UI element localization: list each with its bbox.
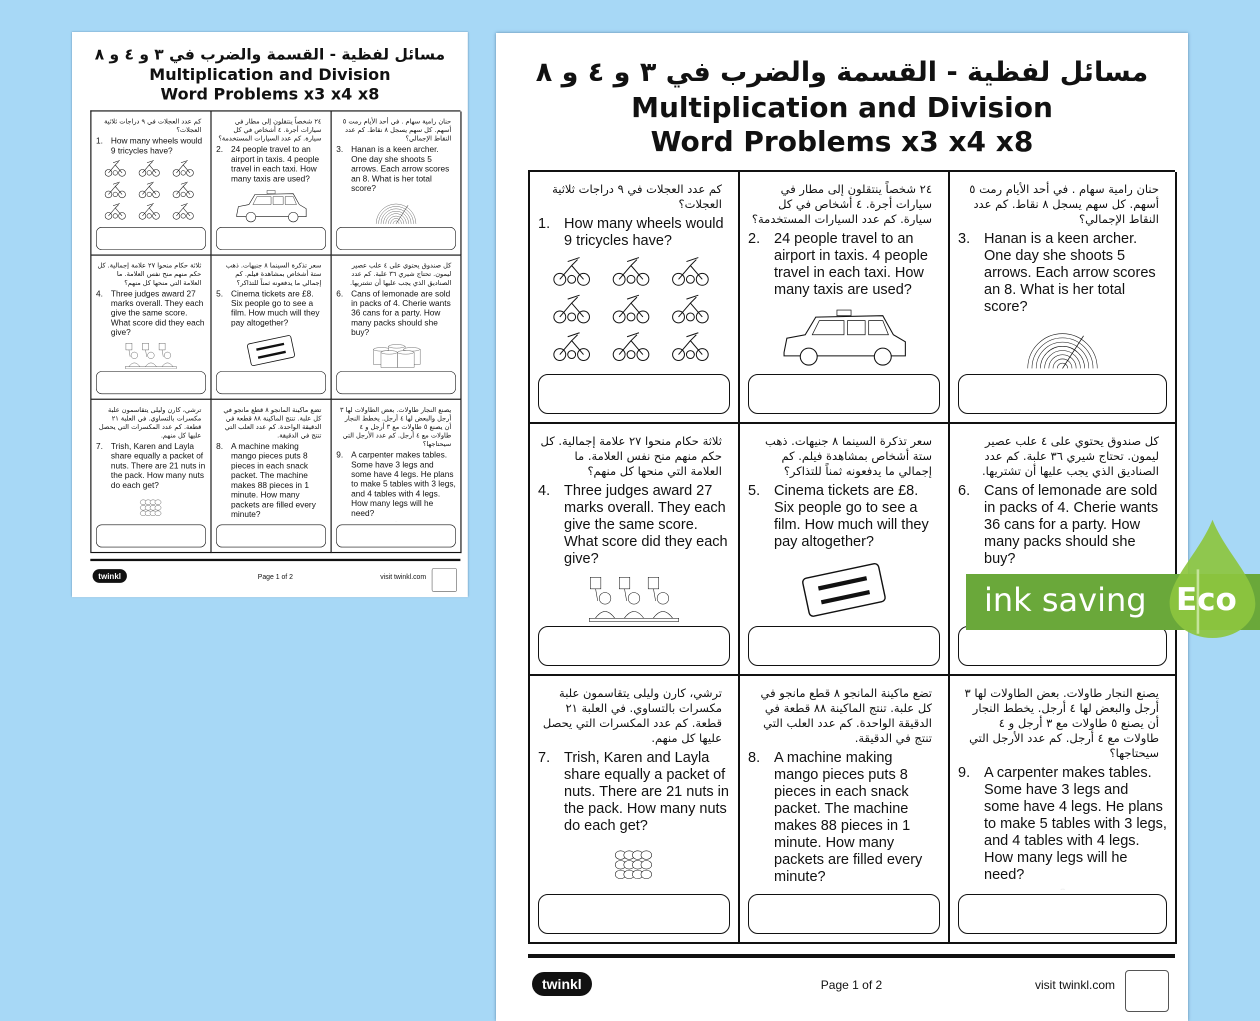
problem-arabic: ٢٤ شخصاً ينتقلون إلى مطار في سيارات أجرة. ٤ أشخاص في كل سيارة. كم عدد السيارات المستخدمة؟ — [218, 117, 322, 143]
problem-cell-5 — [212, 256, 332, 400]
answer-box[interactable] — [958, 374, 1167, 414]
problem-question — [530, 746, 738, 835]
problem-question — [332, 287, 461, 338]
problem-number: 1. — [538, 216, 551, 232]
page-number: Page 1 of 2 — [257, 572, 293, 581]
title-arabic: مسائل لفظية - القسمة والضرب في ٣ و ٤ و ٨ — [94, 45, 446, 64]
problem-arabic: تضع ماكينة المانجو ٨ قطع مانجو في كل علبة. تنتج الماكينة ٨٨ قطعة في الدقيقة الواحدة. كم عدد العلب التي تنتج في الدقيقة. — [223, 405, 322, 440]
answer-box[interactable] — [96, 524, 206, 547]
title-line-2: Word Problems x3 x4 x8 — [650, 125, 1034, 158]
problem-number: 2. — [748, 231, 761, 247]
problem-text: 24 people travel to an airport in taxis. 4 people travel in each taxi. How many taxis are used? — [774, 231, 928, 298]
answer-box[interactable] — [216, 524, 326, 547]
problem-number: 8. — [216, 442, 224, 452]
answer-box[interactable] — [336, 227, 456, 250]
problem-number: 4. — [538, 483, 551, 499]
problem-text: How many wheels would 9 tricycles have? — [564, 216, 724, 249]
twinkl-badge-icon — [432, 568, 457, 592]
visit-link: visit twinkl.com — [380, 572, 427, 581]
problem-question — [740, 746, 948, 886]
page-body — [90, 110, 460, 595]
problem-arabic: حنان رامية سهام . في أحد الأيام رمت ٥ أسهم. كل سهم يسجل ٨ نقاط. كم عدد النقاط الإجمالي؟ — [969, 182, 1159, 226]
problem-question — [332, 448, 461, 518]
preview-page-thumbnail[interactable] — [72, 32, 468, 597]
problem-text: Cinema tickets are £8. Six people go to see a film. How much will they pay altogether? — [231, 289, 320, 328]
cans-illustration-icon — [337, 340, 454, 369]
taxi-illustration-icon — [750, 303, 938, 370]
judges-illustration-icon — [540, 572, 728, 622]
problem-arabic: تضع ماكينة المانجو ٨ قطع مانجو في كل علبة. تنتج الماكينة ٨٨ قطعة في الدقيقة الواحدة. كم عدد العلب التي تنتج في الدقيقة. — [760, 686, 932, 745]
problem-cell-2 — [740, 172, 950, 424]
answer-box[interactable] — [336, 524, 456, 547]
problem-number: 9. — [336, 450, 344, 460]
problem-question — [950, 761, 1175, 884]
problem-text: Three judges award 27 marks overall. They each give the same score. What score did they each give? — [110, 289, 205, 338]
problem-number: 5. — [216, 289, 224, 299]
title-arabic: مسائل لفظية - القسمة والضرب في ٣ و ٤ و ٨ — [535, 57, 1149, 88]
judges-illustration-icon — [97, 340, 205, 369]
problem-text: Cans of lemonade are sold in packs of 4. Cherie wants 36 cans for a party. How many packs should she buy? — [351, 289, 451, 338]
problem-cell-8 — [212, 400, 332, 553]
problem-arabic: ترشي، كارن وليلى يتقاسمون علبة مكسرات بالتساوي. في العلبة ٢١ قطعة. كم عدد المكسرات التي يحصل عليها كل منهم. — [542, 686, 722, 745]
problem-number: 3. — [336, 145, 344, 155]
problem-text: How many wheels would 9 tricycles have? — [110, 136, 203, 156]
problem-text: 24 people travel to an airport in taxis. 4 people travel in each taxi. How many taxis are used? — [231, 145, 320, 184]
answer-box[interactable] — [96, 227, 206, 250]
problem-number: 7. — [96, 442, 103, 452]
problem-question — [740, 479, 948, 551]
problem-cell-3 — [950, 172, 1177, 424]
problem-text: A machine making mango pieces puts 8 pieces in each snack packet. The machine makes 88 pieces in 1 minute. How many packets are filled every minute? — [774, 750, 923, 885]
problem-arabic: حنان رامية سهام . في أحد الأيام رمت ٥ أسهم. كل سهم يسجل ٨ نقاط. كم عدد النقاط الإجمالي؟ — [342, 117, 452, 143]
target-illustration-icon — [337, 196, 454, 225]
tricycles-illustration-icon — [97, 158, 205, 224]
problem-arabic: يصنع النجار طاولات. بعض الطاولات لها ٣ أرجل والبعض لها ٤ أرجل. يخطط النجار أن يصنع ٥ طاولات مع ٣ أرجل و ٤ طاولات مع ٤ أرجل. كم عدد الأرجل التي سيحتاجها؟ — [964, 686, 1159, 760]
problem-text: A carpenter makes tables. Some have 3 legs and some have 4 legs. He plans to make 5 tables with 3 legs, and 4 tables with 4 legs. How many legs will he need? — [351, 450, 456, 519]
page-footer — [528, 954, 1175, 1018]
problem-number: 6. — [958, 483, 971, 499]
ink-saving-label: ink saving — [984, 581, 1147, 619]
tricycles-illustration-icon — [540, 254, 728, 370]
problem-text: A machine making mango pieces puts 8 pieces in each snack packet. The machine makes 88 pieces in 1 minute. How many packets are filled every minute? — [231, 442, 316, 520]
problem-cell-4 — [530, 424, 740, 676]
problem-arabic: ٢٤ شخصاً ينتقلون إلى مطار في سيارات أجرة. ٤ أشخاص في كل سيارة. كم عدد السيارات المستخدمة؟ — [751, 182, 932, 226]
title-line-2: Word Problems x3 x4 x8 — [160, 84, 380, 104]
visit-link: visit twinkl.com — [1034, 978, 1115, 992]
problem-arabic: ترشي، كارن وليلى يتقاسمون علبة مكسرات بالتساوي. في العلبة ٢١ قطعة. كم عدد المكسرات التي يحصل عليها كل منهم. — [98, 405, 202, 440]
target-illustration-icon — [960, 320, 1165, 370]
problem-question — [740, 227, 948, 299]
problem-text: Hanan is a keen archer. One day she shoots 5 arrows. Each arrow scores an 8. What is her total score? — [351, 145, 450, 194]
page-number: Page 1 of 2 — [820, 978, 883, 992]
problem-text: Cinema tickets are £8. Six people go to see a film. How much will they pay altogether? — [774, 483, 929, 550]
problem-cell-9 — [950, 676, 1177, 944]
taxi-illustration-icon — [217, 186, 325, 224]
answer-box[interactable] — [748, 894, 940, 934]
answer-box[interactable] — [538, 894, 730, 934]
answer-box[interactable] — [538, 626, 730, 666]
problem-arabic: سعر تذكرة السينما ٨ جنيهات. ذهب ستة أشخاص بمشاهدة فيلم. كم إجمالي ما يدفعونه ثمناً للتذاكر؟ — [225, 261, 322, 287]
problem-cell-4 — [91, 256, 211, 400]
answer-box[interactable] — [216, 371, 326, 394]
answer-box[interactable] — [216, 227, 326, 250]
table-illustration-icon — [337, 521, 454, 522]
answer-box[interactable] — [336, 371, 456, 394]
problem-cell-7 — [530, 676, 740, 944]
problem-cell-6 — [950, 424, 1177, 676]
answer-box[interactable] — [538, 374, 730, 414]
problem-number: 4. — [96, 289, 103, 299]
problem-question — [212, 440, 331, 520]
nuts-illustration-icon — [540, 839, 728, 890]
problem-arabic: كل صندوق يحتوي على ٤ علب عصير ليمون. تحتاج شيري ٣٦ علبة. كم عدد الصناديق الذي يجب عليها أن تشتريها. — [349, 261, 452, 287]
problem-question — [950, 479, 1175, 568]
twinkl-badge-icon — [1125, 970, 1169, 1012]
problem-number: 5. — [748, 483, 761, 499]
problem-question — [332, 143, 461, 194]
problem-question — [91, 134, 210, 156]
answer-box[interactable] — [958, 894, 1167, 934]
answer-box[interactable] — [748, 626, 940, 666]
twinkl-logo: twinkl — [532, 972, 592, 996]
twinkl-logo: twinkl — [93, 569, 127, 583]
problem-arabic: كم عدد العجلات في ٩ دراجات ثلاثية العجلات؟ — [552, 182, 722, 211]
problem-cell-7 — [91, 400, 211, 553]
problem-cell-1 — [91, 112, 211, 256]
problem-grid — [90, 110, 460, 553]
problem-question — [212, 287, 331, 328]
problem-arabic: كم عدد العجلات في ٩ دراجات ثلاثية العجلات؟ — [104, 117, 202, 134]
problem-text: Cans of lemonade are sold in packs of 4. Cherie wants 36 cans for a party. How many packs should she buy? — [984, 483, 1159, 567]
title-line-1: Multiplication and Division — [149, 65, 391, 85]
nuts-illustration-icon — [97, 493, 205, 522]
problem-arabic: ثلاثة حكام منحوا ٢٧ علامة إجمالية. كل حكم منهم منح نفس العلامة. ما العلامة التي منحها كل منهم؟ — [97, 261, 202, 287]
problem-number: 3. — [958, 231, 971, 247]
problem-text: Three judges award 27 marks overall. They each give the same score. What score did they each give? — [564, 483, 728, 567]
problem-text: A carpenter makes tables. Some have 3 legs and some have 4 legs. He plans to make 5 tables with 3 legs, and 4 tables with 4 legs. How many legs will he need? — [984, 765, 1167, 883]
problem-number: 8. — [748, 750, 761, 766]
problem-text: Trish, Karen and Layla share equally a packet of nuts. There are 21 nuts in the pack. How many nuts do each get? — [110, 442, 206, 491]
problem-grid — [528, 170, 1175, 944]
problem-number: 9. — [958, 765, 971, 781]
page-footer — [90, 559, 460, 596]
title-line-1: Multiplication and Division — [631, 91, 1053, 124]
problem-text: Hanan is a keen archer. One day she shoots 5 arrows. Each arrow scores an 8. What is her total score? — [984, 231, 1156, 315]
problem-cell-8 — [740, 676, 950, 944]
eco-label: Eco — [1176, 582, 1237, 618]
problem-cell-5 — [740, 424, 950, 676]
problem-question — [212, 143, 331, 184]
problem-question — [530, 479, 738, 568]
problem-cell-2 — [212, 112, 332, 256]
problem-question — [950, 227, 1175, 316]
answer-box[interactable] — [958, 626, 1167, 666]
problem-arabic: سعر تذكرة السينما ٨ جنيهات. ذهب ستة أشخاص بمشاهدة فيلم. كم إجمالي ما يدفعونه ثمناً للتذاكر؟ — [765, 434, 932, 478]
problem-question — [91, 440, 210, 491]
problem-arabic: كل صندوق يحتوي على ٤ علب عصير ليمون. تحتاج شيري ٣٦ علبة. كم عدد الصناديق الذي يجب عليها أن تشتريها. — [981, 434, 1159, 478]
problem-cell-6 — [332, 256, 462, 400]
problem-number: 6. — [336, 289, 344, 299]
ticket-illustration-icon — [217, 331, 325, 369]
problem-number: 7. — [538, 750, 551, 766]
problem-cell-9 — [332, 400, 462, 553]
answer-box[interactable] — [748, 374, 940, 414]
problem-number: 1. — [96, 136, 103, 146]
table-illustration-icon — [960, 888, 1165, 890]
ticket-illustration-icon — [750, 555, 938, 622]
problem-arabic: ثلاثة حكام منحوا ٢٧ علامة إجمالية. كل حكم منهم منح نفس العلامة. ما العلامة التي منحها كل منهم؟ — [540, 434, 722, 478]
problem-question — [91, 287, 210, 338]
problem-question — [530, 212, 738, 250]
eco-drop-icon — [1165, 518, 1260, 638]
answer-box[interactable] — [96, 371, 206, 394]
preview-page-large[interactable] — [496, 33, 1188, 1021]
problem-cell-1 — [530, 172, 740, 424]
problem-cell-3 — [332, 112, 462, 256]
problem-number: 2. — [216, 145, 224, 155]
problem-text: Trish, Karen and Layla share equally a packet of nuts. There are 21 nuts in the pack. How many nuts do each get? — [564, 750, 729, 834]
problem-arabic: يصنع النجار طاولات. بعض الطاولات لها ٣ أرجل والبعض لها ٤ أرجل. يخطط النجار أن يصنع ٥ طاولات مع ٣ أرجل و ٤ طاولات مع ٤ أرجل. كم عدد الأرجل التي سيحتاجها؟ — [339, 405, 452, 448]
